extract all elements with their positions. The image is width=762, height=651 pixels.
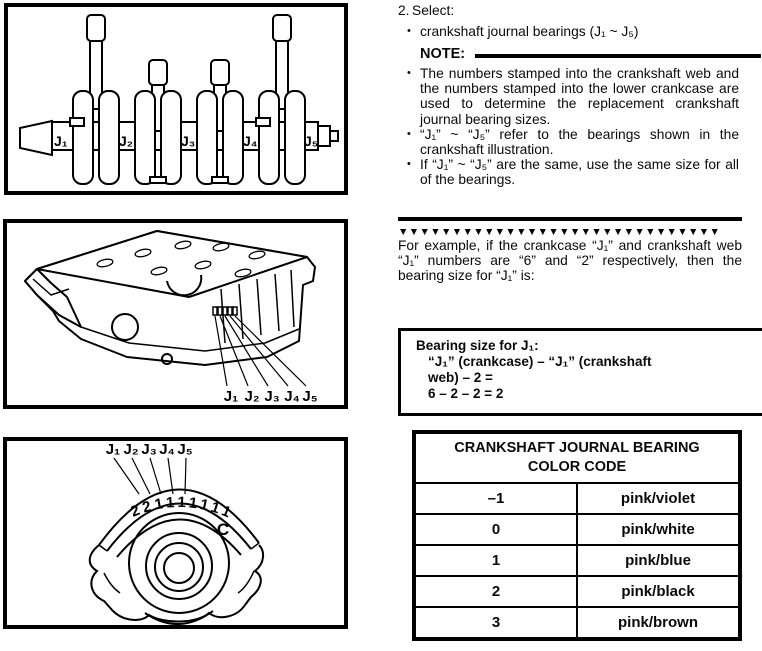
color-cell: pink/blue [577, 545, 740, 576]
note-heading [398, 47, 762, 62]
journal-label-j4: J₄ [284, 388, 300, 405]
size-cell: 1 [414, 545, 577, 576]
journal-label-j2: J₂ [123, 441, 139, 458]
journal-label-j5: J₅ [302, 388, 318, 405]
crankcase-body [25, 231, 315, 365]
bullet-dot: • [407, 67, 411, 79]
journal-label-j1: J₁ [105, 441, 121, 458]
table-title-line2: COLOR CODE [527, 458, 627, 475]
color-cell: pink/white [577, 514, 740, 545]
note-bullet-item [398, 66, 742, 127]
size-cell: 3 [414, 607, 577, 639]
size-cell: 2 [414, 576, 577, 607]
section-divider-rule [398, 217, 742, 221]
note-title: NOTE: [420, 46, 466, 62]
stamped-numbers [128, 494, 236, 523]
bullet-dot: • [407, 25, 411, 37]
step-label: Select: [412, 3, 455, 18]
note-rule [475, 54, 761, 58]
journal-label-j3: J₃ [181, 133, 196, 149]
bearing-size-box [398, 328, 762, 416]
step-number: 2. [398, 3, 410, 18]
bullet-dot: • [407, 158, 411, 171]
example-paragraph: For example, if the crankcase “J₁” and crankshaft web “J₁” numbers are “6” and “2” respectively, then the bearing size for “J₁” is: [398, 238, 742, 284]
bearing-formula-line: “J₁” (crankcase) – “J₁” (crankshaft [428, 354, 652, 369]
note-bullet-item [398, 157, 742, 187]
cylinder-mark-c: C [216, 520, 230, 539]
journal-label-j3: J₃ [264, 388, 280, 405]
stamped-numbers-text: 221111111 [128, 493, 237, 523]
crankshaft-figure [4, 3, 348, 195]
journal-label-j5: J₅ [304, 133, 319, 149]
table-title [414, 432, 740, 483]
select-item-text: crankshaft journal bearings (J₁ ~ J₅) [420, 24, 639, 39]
web-journal-labels [106, 441, 193, 458]
example-divider-triangles: ▼▼▼▼▼▼▼▼▼▼▼▼▼▼▼▼▼▼▼▼▼▼▼▼▼▼▼▼▼▼ [398, 226, 721, 238]
journal-label-j1: J₁ [54, 133, 68, 149]
size-cell: 0 [414, 514, 577, 545]
bearing-formula-result: 6 – 2 – 2 = 2 [428, 386, 504, 401]
table-row [414, 483, 740, 514]
bearing-box-title: Bearing size for J₁: [416, 338, 539, 353]
table-header-row [414, 432, 740, 483]
size-cell: –1 [414, 483, 577, 514]
note-bullet-text: If “J₁” ~ “J₅” are the same, use the same size for all of the bearings. [420, 157, 739, 188]
bullet-dot: • [407, 127, 411, 140]
journal-label-j2: J₂ [119, 133, 134, 149]
crankshaft-drawing [8, 7, 344, 191]
journal-label-j5: J₅ [177, 441, 193, 458]
crank-web-figure [3, 437, 348, 629]
note-bullet-text: “J₁” ~ “J₅” refer to the bearings shown in the crankshaft illustration. [420, 126, 739, 158]
crankcase-drawing [7, 223, 344, 405]
table-row [414, 514, 740, 545]
note-bullets [398, 66, 742, 188]
select-item [398, 24, 742, 39]
color-cell: pink/violet [577, 483, 740, 514]
instruction-column [398, 3, 742, 651]
crankcase-journal-labels [224, 388, 318, 405]
journal-label-j4: J₄ [159, 441, 175, 458]
note-bullet-item [398, 127, 742, 157]
color-cell: pink/black [577, 576, 740, 607]
table-row [414, 607, 740, 639]
crankcase-figure [3, 219, 348, 409]
leader-lines [114, 458, 186, 494]
stamped-number-marks [213, 307, 237, 315]
color-cell: pink/brown [577, 607, 740, 639]
note-bullet-text: The numbers stamped into the crankshaft web and the numbers stamped into the lower crankcase are used to determine the replacement crankshaft journal bearing sizes. [420, 66, 739, 127]
journal-label-j2: J₂ [244, 388, 260, 405]
table-row [414, 545, 740, 576]
crank-web-drawing [7, 441, 344, 625]
table-row [414, 576, 740, 607]
journal-label-j3: J₃ [141, 441, 157, 458]
bearing-formula-line: web) – 2 = [428, 370, 493, 385]
journal-label-j1: J₁ [223, 388, 239, 405]
color-code-table [412, 430, 742, 641]
step-heading [398, 3, 742, 18]
journal-label-j4: J₄ [243, 133, 258, 149]
table-title-line1: CRANKSHAFT JOURNAL BEARING [454, 440, 700, 456]
